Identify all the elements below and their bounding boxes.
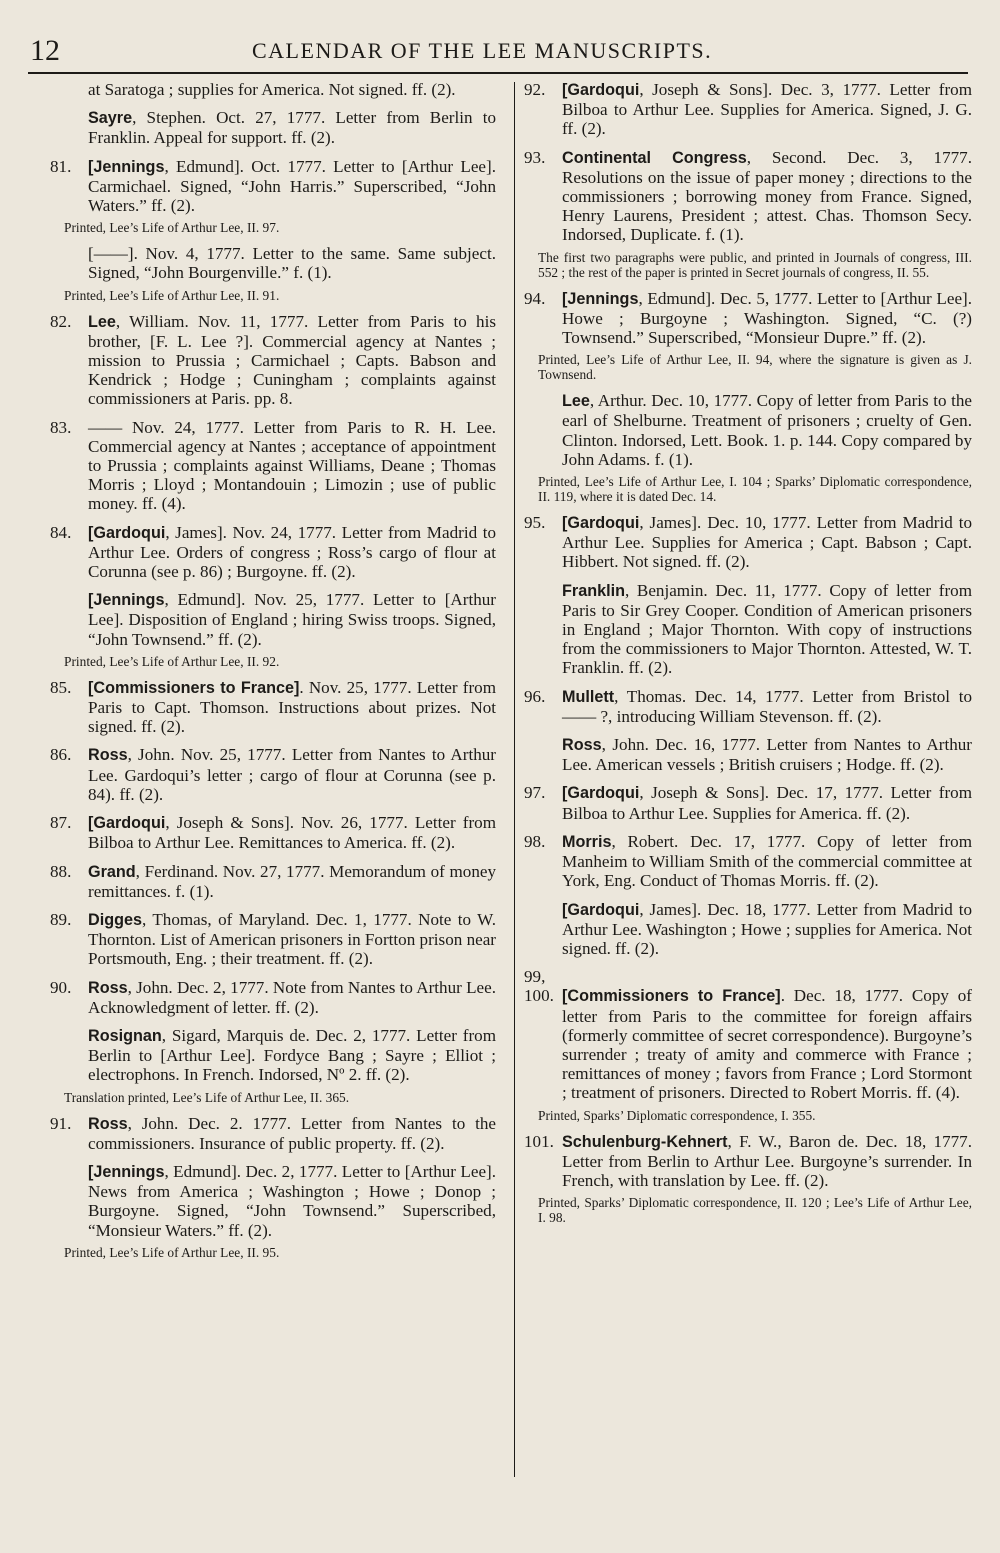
entry-text: . Nov. 25, 1777. Letter from Paris to Capt. Thomson. Instructions about prizes. Not signed. ff. (2).	[88, 677, 496, 737]
entry-text: , Joseph & Sons]. Nov. 26, 1777. Letter from Bilboa to Arthur Lee. Remittances to America. ff. (2).	[88, 813, 496, 853]
entry-number: 84.	[50, 522, 72, 542]
entry-text: , John. Dec. 16, 1777. Letter from Nantes to Arthur Lee. American vessels ; British cruisers ; Hodge. ff. (2).	[562, 735, 972, 775]
note-text: Printed, Lee’s Life of Arthur Lee, II. 97.	[64, 220, 280, 236]
entry-name: [Gardoqui	[88, 814, 166, 833]
entry-name: [Commissioners to France]	[88, 678, 300, 697]
entry-text: , Edmund]. Oct. 1777. Letter to [Arthur Lee]. Carmichael. Signed, “John Harris.” Superscribed, “John Waters.” ff. (2).	[88, 156, 496, 216]
entry-name: [Jennings	[88, 591, 165, 610]
entry-name: [Commissioners to France]	[562, 987, 781, 1006]
calendar-entry	[50, 862, 496, 901]
calendar-subentry	[50, 108, 496, 147]
entry-name: [Gardoqui	[562, 514, 640, 533]
citation-note	[538, 1195, 972, 1225]
left-column	[50, 80, 496, 1269]
note-text: Printed, Lee’s Life of Arthur Lee, II. 94, where the signature is given as J. Townsend.	[538, 352, 972, 383]
header-rule	[28, 72, 968, 74]
calendar-entry	[50, 813, 496, 852]
entry-text: , Robert. Dec. 17, 1777. Copy of letter from Manheim to William Smith of the commercial committee at York, Eng. Conduct of Thomas Morris. ff. (2).	[562, 831, 972, 891]
entry-name: Sayre	[88, 109, 133, 128]
calendar-entry	[524, 289, 972, 348]
entry-name: [Gardoqui	[562, 81, 640, 99]
entry-number: 91.	[50, 1113, 72, 1133]
entry-number: 99, 100.	[524, 967, 554, 1006]
entry-number: 94.	[524, 288, 546, 308]
citation-note	[538, 352, 972, 382]
entry-name: Mullett	[562, 687, 615, 706]
entry-number: 96.	[524, 686, 546, 706]
entry-name: Schulenburg-Kehnert	[562, 1132, 728, 1151]
calendar-subentry	[50, 590, 496, 649]
entry-name: Digges	[88, 910, 142, 929]
calendar-entry	[524, 832, 972, 891]
entry-name: Morris	[562, 832, 612, 851]
entry-text: , F. W., Baron de. Dec. 18, 1777. Letter from Berlin to Arthur Lee. Burgoyne’s surrender. In French, with translation by Lee. ff. (2).	[562, 1131, 972, 1190]
entry-number: 85.	[50, 677, 72, 697]
calendar-entry	[524, 687, 972, 726]
right-column	[524, 80, 972, 1234]
entry-number: 101.	[524, 1131, 554, 1151]
calendar-entry	[50, 745, 496, 804]
entry-text: , Arthur. Dec. 10, 1777. Copy of letter from Paris to the earl of Shelburne. Treatment of prisoners ; cruelty of Gen. Clinton. Indorsed, Lett. Book. 1. p. 144. Copy compared by John Adams. f. (1).	[562, 391, 972, 469]
calendar-entry	[50, 978, 496, 1017]
calendar-entry	[524, 80, 972, 139]
calendar-entry	[524, 967, 972, 1102]
calendar-subentry	[50, 80, 496, 99]
calendar-entry	[524, 783, 972, 822]
calendar-entry	[50, 523, 496, 582]
entry-name: Ross	[88, 746, 128, 765]
entry-text: , John. Nov. 25, 1777. Letter from Nantes to Arthur Lee. Gardoqui’s letter ; cargo of flour at Corunna (see p. 84). ff. (2).	[88, 745, 496, 804]
entry-text: , William. Nov. 11, 1777. Letter from Paris to his brother, [F. L. Lee ?]. Commercial agency at Nantes ; mission to Prussia ; Carmichael ; Capts. Babson and Kendrick ; Hodge ; Cuningham ; complaints against commissioners at Paris. pp. 8.	[88, 311, 496, 409]
calendar-entry	[50, 678, 496, 737]
calendar-entry	[50, 418, 496, 514]
entry-text: , Edmund]. Dec. 5, 1777. Letter to [Arthur Lee]. Howe ; Burgoyne ; Washington. Signed, “C. (?) Townsend.” Superscribed, “Monsieur Dupre.” ff. (2).	[562, 288, 972, 348]
entry-number: 90.	[50, 977, 72, 997]
entry-number: 87.	[50, 813, 72, 833]
entry-number: 92.	[524, 80, 546, 99]
calendar-entry	[50, 157, 496, 216]
citation-note	[64, 288, 496, 303]
entry-name: [Gardoqui	[88, 523, 166, 542]
note-text: Translation printed, Lee’s Life of Arthur Lee, II. 365.	[64, 1089, 350, 1105]
entry-name: [Jennings	[88, 1162, 165, 1181]
entry-text: , Joseph & Sons]. Dec. 3, 1777. Letter from Bilboa to Arthur Lee. Supplies for America. Signed, J. G. ff. (2).	[562, 80, 972, 139]
citation-note	[538, 474, 972, 504]
entry-number: 93.	[524, 147, 546, 167]
entry-text: , Thomas. Dec. 14, 1777. Letter from Bristol to —— ?, introducing William Stevenson. ff. (2).	[562, 686, 972, 726]
entry-text: , Stephen. Oct. 27, 1777. Letter from Berlin to Franklin. Appeal for support. ff. (2).	[88, 108, 496, 148]
calendar-entry	[524, 1132, 972, 1191]
calendar-entry	[50, 312, 496, 409]
calendar-subentry	[50, 244, 496, 282]
page-header	[30, 34, 970, 74]
entry-text: —— Nov. 24, 1777. Letter from Paris to R. H. Lee. Commercial agency at Nantes ; acceptance of appointment to Prussia ; complaints against Williams, Deane ; Thomas Morris ; Lloyd ; Montandouin ; Limozin ; use of public money. ff. (4).	[88, 417, 496, 514]
note-text: Printed, Lee’s Life of Arthur Lee, II. 92.	[64, 653, 280, 669]
citation-note	[64, 220, 496, 235]
entry-name: [Gardoqui	[562, 900, 640, 919]
note-text: Printed, Lee’s Life of Arthur Lee, II. 95.	[64, 1244, 280, 1260]
note-text: Printed, Sparks’ Diplomatic correspondence, II. 120 ; Lee’s Life of Arthur Lee, I. 98.	[538, 1195, 972, 1226]
entry-text: , John. Dec. 2. 1777. Letter from Nantes to the commissioners. Insurance of public property. ff. (2).	[88, 1113, 496, 1153]
entry-name: Franklin	[562, 581, 625, 600]
entry-number: 98.	[524, 831, 546, 851]
entry-text: at Saratoga ; supplies for America. Not signed. ff. (2).	[88, 80, 456, 99]
entry-text: , John. Dec. 2, 1777. Note from Nantes to Arthur Lee. Acknowledgment of letter. ff. (2).	[88, 977, 496, 1017]
column-divider	[514, 82, 515, 1477]
calendar-subentry	[524, 391, 972, 469]
entry-text: , James]. Nov. 24, 1777. Letter from Madrid to Arthur Lee. Orders of congress ; Ross’s cargo of flour at Corunna (see p. 86) ; Burgoyne. ff. (2).	[88, 522, 496, 582]
page-number: 12	[30, 34, 60, 67]
entry-text: , Benjamin. Dec. 11, 1777. Copy of letter from Paris to Sir Grey Cooper. Condition of American prisoners in England ; Major Thornton. With copy of instructions from the commissioners to Major Thornton. Attested, W. T. Franklin. ff. (2).	[562, 580, 972, 678]
entry-text: , Thomas, of Maryland. Dec. 1, 1777. Note to W. Thornton. List of American prisoners in Fortton prison near Portsmouth, Eng. ; their treatment. ff. (2).	[88, 909, 496, 969]
calendar-subentry	[524, 581, 972, 678]
entry-text: , Edmund]. Nov. 25, 1777. Letter to [Arthur Lee]. Disposition of England ; hiring Swiss troops. Signed, “John Townsend.” ff. (2).	[88, 590, 496, 649]
entry-text: , Sigard, Marquis de. Dec. 2, 1777. Letter from Berlin to [Arthur Lee]. Fordyce Bang ; Sayre ; Elliot ; electrophons. In French. Indorsed, Nº 2. ff. (2).	[88, 1025, 496, 1085]
note-text: Printed, Lee’s Life of Arthur Lee, II. 91.	[64, 287, 280, 303]
entry-text: , Second. Dec. 3, 1777. Resolutions on the issue of paper money ; directions to the commissioners ; borrowing money from France. Signed, Henry Laurens, President ; attest. Chas. Thomson Secy. Indorsed, Duplicate. f. (1).	[562, 147, 972, 245]
entry-number: 86.	[50, 745, 72, 765]
calendar-subentry	[50, 1162, 496, 1240]
entry-name: Ross	[562, 736, 602, 755]
calendar-entry	[50, 1114, 496, 1153]
entry-number: 89.	[50, 909, 72, 929]
entry-name: Ross	[88, 1114, 128, 1133]
entry-name: Continental Congress	[562, 148, 747, 167]
entry-number: 97.	[524, 783, 546, 803]
entry-name: Ross	[88, 978, 128, 997]
citation-note	[538, 250, 972, 280]
note-text: The first two paragraphs were public, and printed in Journals of congress, III. 552 ; the rest of the paper is printed in Secret journals of congress, II. 55.	[538, 249, 972, 280]
note-text: Printed, Lee’s Life of Arthur Lee, I. 104 ; Sparks’ Diplomatic correspondence, II. 119, where it is dated Dec. 14.	[538, 474, 972, 505]
entry-name: Rosignan	[88, 1026, 162, 1045]
entry-name: Grand	[88, 862, 136, 881]
entry-number: 82.	[50, 311, 72, 331]
entry-name: Lee	[88, 312, 116, 331]
entry-text: , Ferdinand. Nov. 27, 1777. Memorandum of money remittances. f. (1).	[88, 861, 496, 901]
entry-text: , Edmund]. Dec. 2, 1777. Letter to [Arthur Lee]. News from America ; Washington ; Howe ; Donop ; Burgoyne. Signed, “John Townsend.” Superscribed, “Monsieur Waters.” ff. (2).	[88, 1161, 496, 1240]
entry-text: , James]. Dec. 18, 1777. Letter from Madrid to Arthur Lee. Washington ; Howe ; supplies for America. Not signed. ff. (2).	[562, 899, 972, 958]
calendar-entry	[524, 513, 972, 572]
calendar-subentry	[524, 900, 972, 959]
entry-name: [Jennings	[562, 289, 639, 308]
calendar-entry	[50, 910, 496, 969]
note-text: Printed, Sparks’ Diplomatic correspondence, I. 355.	[538, 1107, 816, 1123]
entry-number: 88.	[50, 861, 72, 881]
entry-number: 81.	[50, 156, 72, 176]
entry-number: 83.	[50, 417, 72, 437]
citation-note	[64, 654, 496, 669]
entry-text: . Dec. 18, 1777. Copy of letter from Paris to the committee for foreign affairs (formerly committee of secret correspondence). Burgoyne’s surrender ; treaty of amity and commerce with France ; remittances of money ; favors from France ; Lord Stormont ; treatment of prisoners. Directed to Robert Morris. ff. (4).	[562, 986, 972, 1103]
calendar-subentry	[524, 735, 972, 774]
calendar-subentry	[50, 1026, 496, 1085]
calendar-entry	[524, 148, 972, 245]
citation-note	[538, 1108, 972, 1123]
entry-text: , James]. Dec. 10, 1777. Letter from Madrid to Arthur Lee. Supplies for America ; Capt. Babson ; Capt. Hibbert. Not signed. ff. (2).	[562, 513, 972, 572]
entry-number: 95.	[524, 513, 546, 533]
citation-note	[64, 1090, 496, 1105]
entry-name: [Jennings	[88, 157, 165, 176]
running-title: CALENDAR OF THE LEE MANUSCRIPTS.	[252, 38, 713, 63]
entry-text: [——]. Nov. 4, 1777. Letter to the same. Same subject. Signed, “John Bourgenville.” f. (1).	[88, 244, 496, 283]
entry-name: Lee	[562, 392, 590, 411]
entry-text: , Joseph & Sons]. Dec. 17, 1777. Letter from Bilboa to Arthur Lee. Supplies for America. ff. (2).	[562, 783, 972, 823]
entry-name: [Gardoqui	[562, 784, 640, 803]
citation-note	[64, 1245, 496, 1260]
